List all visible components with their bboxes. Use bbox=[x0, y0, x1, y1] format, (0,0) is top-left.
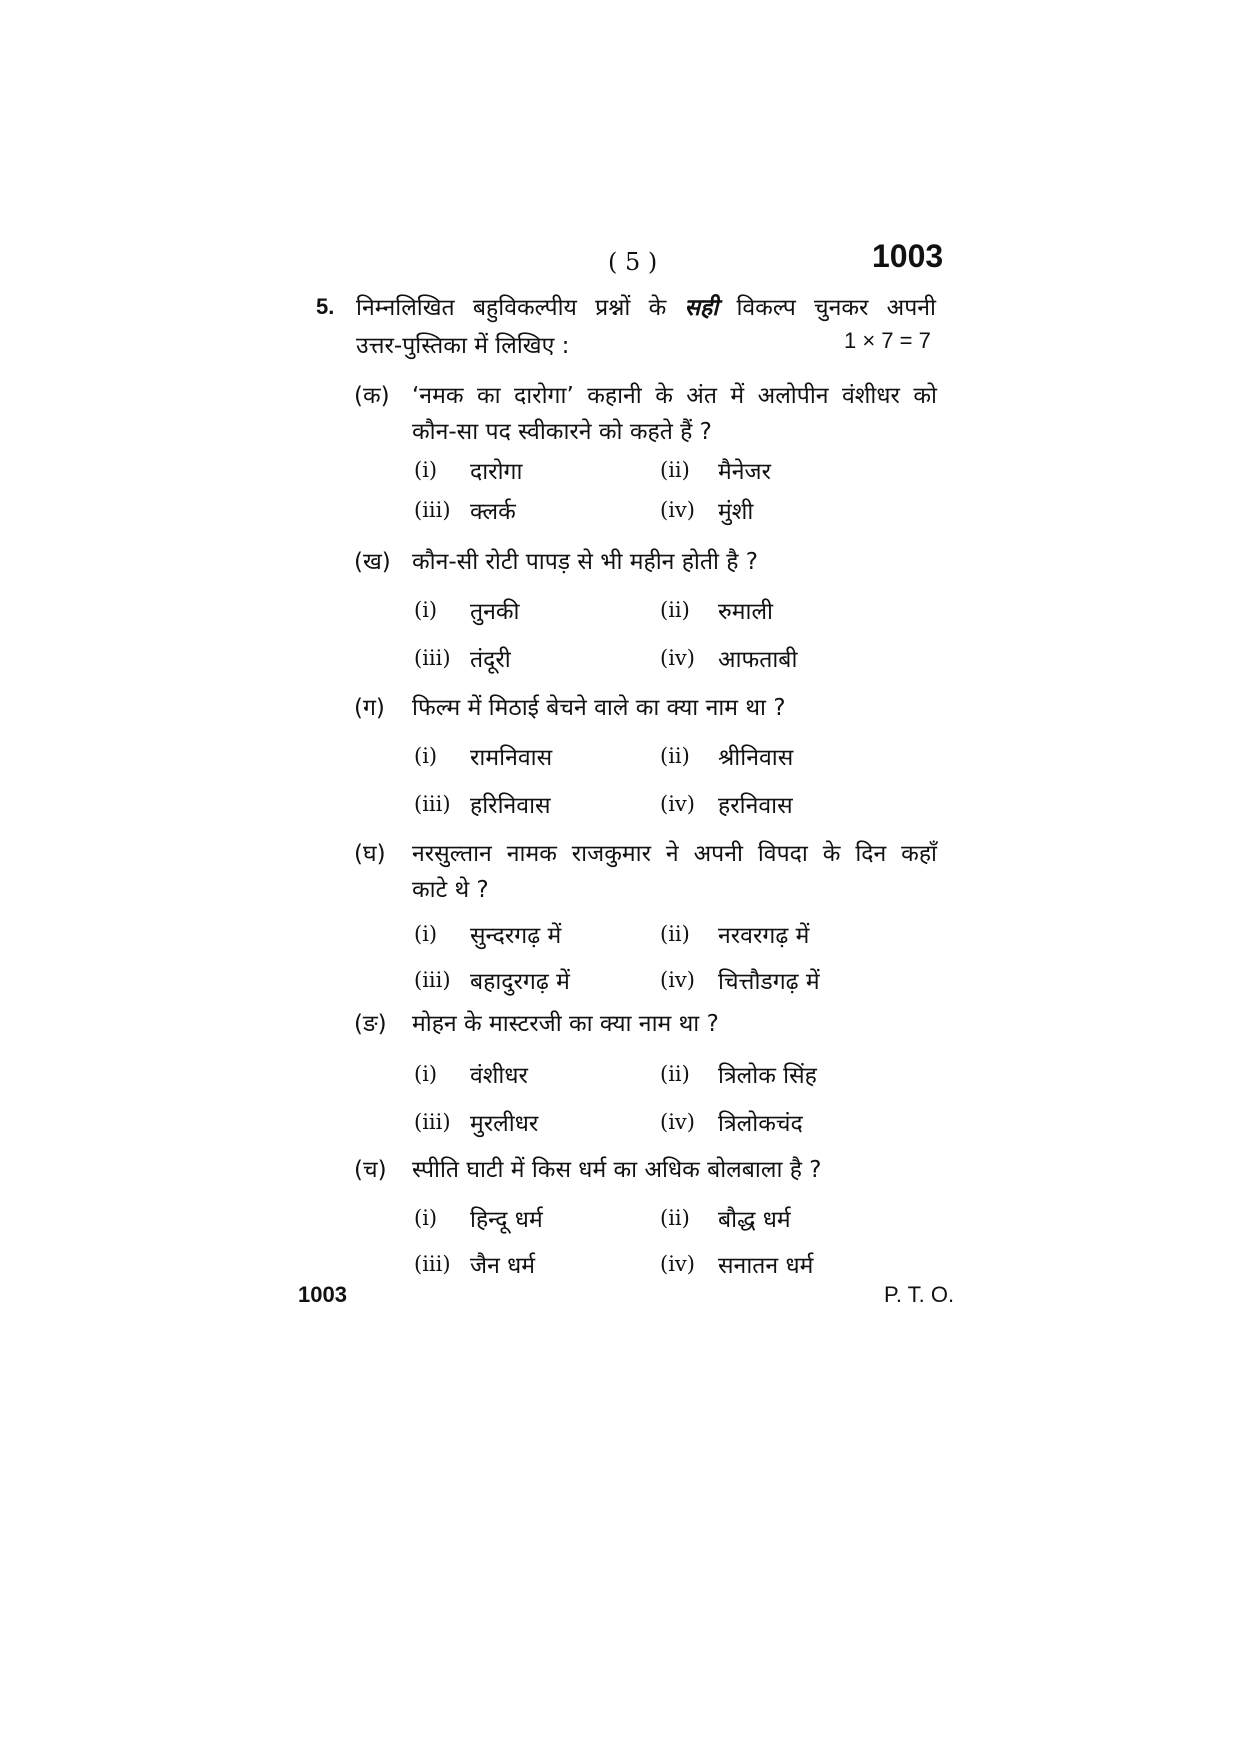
subquestion-text-line2: कौन-सा पद स्वीकारने को कहते हैं ? bbox=[412, 419, 712, 445]
option-text: हरनिवास bbox=[718, 793, 793, 819]
question-intro-line2: उत्तर-पुस्तिका में लिखिए : bbox=[356, 333, 570, 359]
option-number: (iv) bbox=[660, 1252, 695, 1276]
option-text: तुनकी bbox=[470, 599, 520, 625]
option-text: चित्तौडगढ़ में bbox=[718, 969, 820, 995]
paper-code-footer: 1003 bbox=[298, 1282, 347, 1307]
option-text: दारोगा bbox=[470, 459, 523, 485]
option-number: (ii) bbox=[660, 744, 690, 768]
subquestion-label: (च) bbox=[354, 1157, 387, 1183]
option-number: (i) bbox=[414, 922, 438, 946]
option-number: (iv) bbox=[660, 968, 695, 992]
option-text: रामनिवास bbox=[470, 745, 553, 771]
subquestion-text: मोहन के मास्टरजी का क्या नाम था ? bbox=[412, 1011, 719, 1037]
option-text: बहादुरगढ़ में bbox=[470, 969, 570, 995]
option-text: हरिनिवास bbox=[470, 793, 551, 819]
option-number: (iii) bbox=[414, 792, 451, 816]
option-number: (ii) bbox=[660, 598, 690, 622]
option-number: (iii) bbox=[414, 1252, 451, 1276]
option-number: (i) bbox=[414, 744, 438, 768]
subquestion-text: कौन-सी रोटी पापड़ से भी महीन होती है ? bbox=[412, 549, 759, 575]
option-number: (ii) bbox=[660, 1062, 690, 1086]
option-number: (i) bbox=[414, 1062, 438, 1086]
subquestion-label: (ङ) bbox=[354, 1011, 387, 1037]
option-number: (ii) bbox=[660, 1206, 690, 1230]
option-number: (iv) bbox=[660, 498, 695, 522]
subquestion-text-line2: काटे थे ? bbox=[412, 877, 489, 903]
option-text: नरवरगढ़ में bbox=[718, 923, 810, 949]
option-text: त्रिलोक सिंह bbox=[718, 1063, 817, 1089]
subquestion-label: (ख) bbox=[354, 549, 391, 575]
option-number: (iii) bbox=[414, 498, 451, 522]
intro-text-after: विकल्प चुनकर अपनी bbox=[736, 295, 937, 321]
option-number: (iv) bbox=[660, 646, 695, 670]
option-text: बौद्ध धर्म bbox=[718, 1207, 791, 1233]
intro-text-before: निम्नलिखित बहुविकल्पीय प्रश्नों के bbox=[356, 295, 667, 321]
subquestion-text: ‘नमक का दारोगा’ कहानी के अंत में अलोपीन वंशीधर को bbox=[412, 383, 937, 409]
option-text: रुमाली bbox=[718, 599, 774, 625]
option-text: सनातन धर्म bbox=[718, 1253, 814, 1279]
option-number: (ii) bbox=[660, 458, 690, 482]
option-text: मुंशी bbox=[718, 499, 754, 525]
question-intro-line1 bbox=[356, 290, 936, 322]
subquestion-label: (क) bbox=[354, 383, 390, 409]
subquestion-text: फिल्म में मिठाई बेचने वाले का क्या नाम था ? bbox=[412, 695, 786, 721]
option-text: जैन धर्म bbox=[470, 1253, 536, 1279]
option-number: (iv) bbox=[660, 792, 695, 816]
paper-code-header: 1003 bbox=[872, 238, 944, 274]
option-text: त्रिलोकचंद bbox=[718, 1111, 803, 1137]
option-number: (iii) bbox=[414, 1110, 451, 1134]
subquestion-text: नरसुल्तान नामक राजकुमार ने अपनी विपदा के दिन कहाँ bbox=[412, 841, 937, 867]
option-text: मैनेजर bbox=[718, 459, 771, 485]
subquestion-label: (ग) bbox=[354, 695, 385, 721]
option-text: क्लर्क bbox=[470, 499, 516, 525]
option-text: वंशीधर bbox=[470, 1063, 528, 1089]
please-turn-over: P. T. O. bbox=[884, 1282, 955, 1307]
intro-emphasis: सही bbox=[684, 295, 719, 321]
option-text: हिन्दू धर्म bbox=[470, 1207, 543, 1233]
subquestion-label: (घ) bbox=[354, 841, 386, 867]
question-number: 5. bbox=[316, 294, 335, 319]
option-text: मुरलीधर bbox=[470, 1111, 539, 1137]
option-number: (ii) bbox=[660, 922, 690, 946]
option-number: (iii) bbox=[414, 646, 451, 670]
option-number: (iv) bbox=[660, 1110, 695, 1134]
option-text: श्रीनिवास bbox=[718, 745, 794, 771]
option-number: (i) bbox=[414, 1206, 438, 1230]
option-number: (iii) bbox=[414, 968, 451, 992]
option-text: तंदूरी bbox=[470, 647, 511, 673]
option-number: (i) bbox=[414, 458, 438, 482]
option-text: आफताबी bbox=[718, 647, 798, 673]
option-text: सुन्दरगढ़ में bbox=[470, 923, 562, 949]
option-number: (i) bbox=[414, 598, 438, 622]
page-number: ( 5 ) bbox=[608, 248, 658, 276]
subquestion-text: स्पीति घाटी में किस धर्म का अधिक बोलबाला है ? bbox=[412, 1157, 822, 1183]
marks-allocation: 1 × 7 = 7 bbox=[844, 328, 931, 353]
